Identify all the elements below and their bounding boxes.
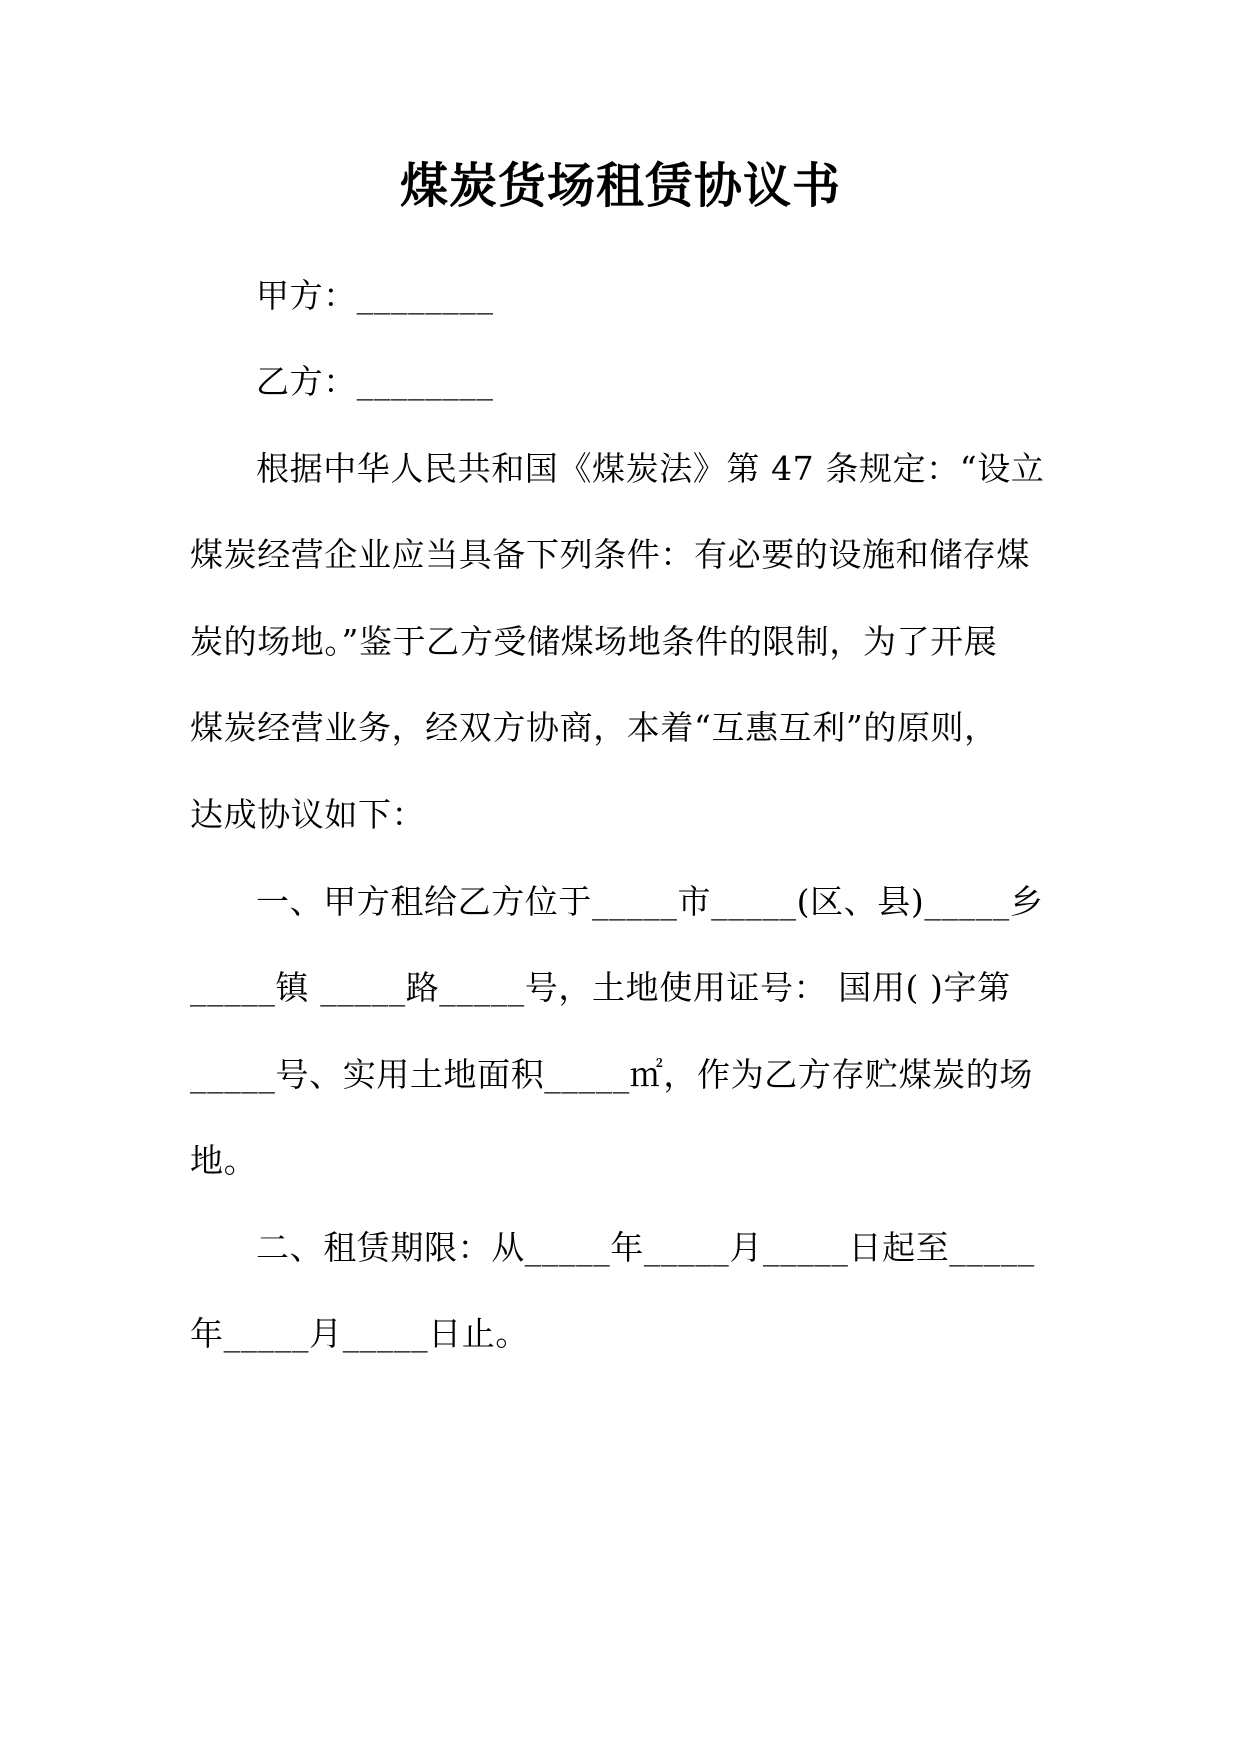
preamble-line: 达成协议如下： xyxy=(190,795,426,834)
clause-two-line: 年_____月_____日止。 xyxy=(190,1314,529,1353)
document-title: 煤炭货场租赁协议书 xyxy=(399,158,841,214)
clause-one-line: 一、甲方租给乙方位于_____市_____(区、县)_____乡 xyxy=(256,882,1044,921)
clause-one-line: _____镇 _____路_____号，土地使用证号： 国用( )字第 xyxy=(190,968,1011,1007)
party-a-line: 甲方：________ xyxy=(256,276,494,315)
party-b-line: 乙方：________ xyxy=(256,362,494,401)
clause-two-line: 二、租赁期限：从_____年_____月_____日起至_____ xyxy=(256,1228,1035,1267)
preamble-line: 炭的场地。”鉴于乙方受储煤场地条件的限制，为了开展 xyxy=(190,622,998,661)
preamble-line: 煤炭经营业务，经双方协商，本着“互惠互利”的原则， xyxy=(190,708,998,747)
clause-one-line: _____号、实用土地面积_____㎡，作为乙方存贮煤炭的场 xyxy=(190,1055,1033,1094)
clause-one-line: 地。 xyxy=(190,1141,258,1180)
preamble-line: 根据中华人民共和国《煤炭法》第 47 条规定：“设立 xyxy=(256,449,1045,488)
preamble-line: 煤炭经营企业应当具备下列条件：有必要的设施和储存煤 xyxy=(190,535,1030,574)
